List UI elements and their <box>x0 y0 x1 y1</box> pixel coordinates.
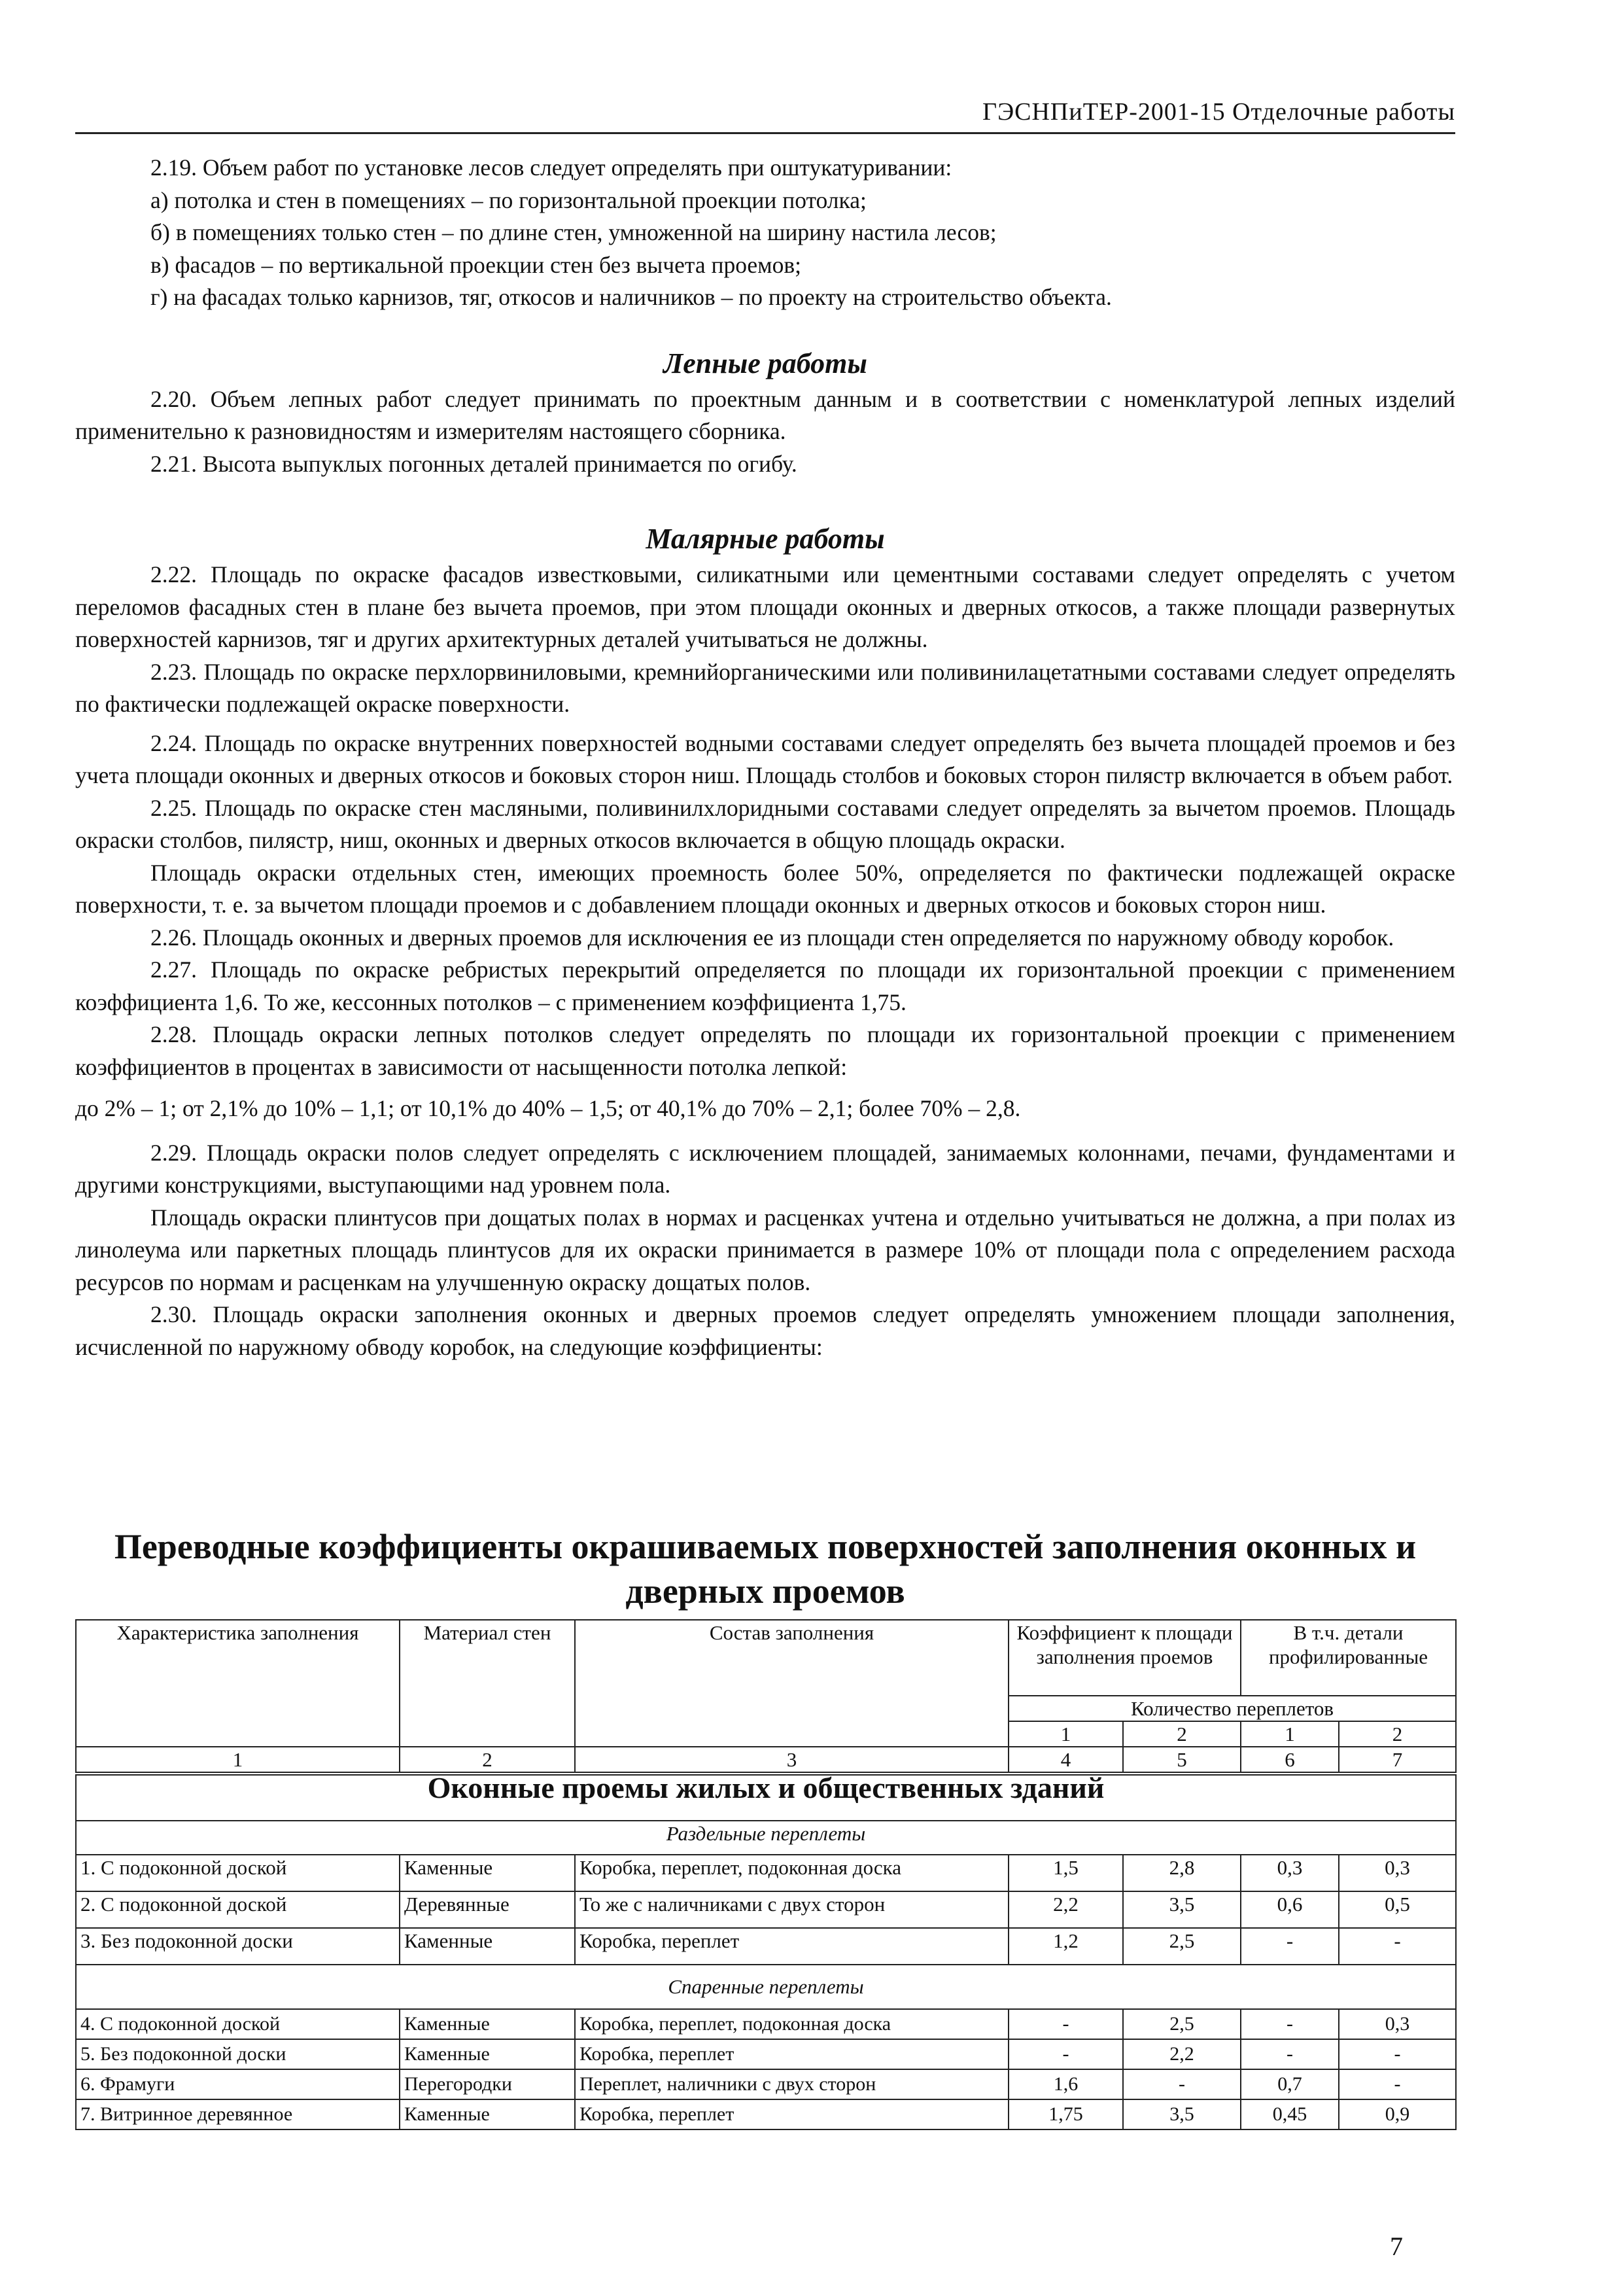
table-row <box>76 2039 1456 2069</box>
cell-material: Перегородки <box>400 2069 575 2099</box>
cell-value: - <box>1009 2039 1123 2069</box>
cell-material: Каменные <box>400 1928 575 1965</box>
cell-composition: Переплет, наличники с двух сторон <box>575 2069 1009 2099</box>
running-header: ГЭСНПиТЕР-2001-15 Отделочные работы <box>75 92 1455 134</box>
list-item-a: а) потолка и стен в помещениях – по горизонтальной проекции потолка; <box>150 186 867 213</box>
cell-value: - <box>1241 1928 1339 1965</box>
cell-composition: То же с наличниками с двух сторон <box>575 1891 1009 1928</box>
cell-characteristic: 4. С подоконной доской <box>76 2009 400 2039</box>
cell-value: 1,5 <box>1009 1855 1123 1891</box>
cell-value: 0,5 <box>1339 1891 1456 1928</box>
column-number: 4 <box>1009 1747 1123 1774</box>
header-profiled-details: В т.ч. детали профилированные <box>1241 1620 1456 1696</box>
cell-value: - <box>1339 2039 1456 2069</box>
cell-characteristic: 7. Витринное деревянное <box>76 2099 400 2129</box>
cell-composition: Коробка, переплет, подоконная доска <box>575 2009 1009 2039</box>
header-sash-1-details: 1 <box>1241 1721 1339 1747</box>
cell-composition: Коробка, переплет, подоконная доска <box>575 1855 1009 1891</box>
cell-value: 2,8 <box>1123 1855 1241 1891</box>
paragraph-2-20: 2.20. Объем лепных работ следует принимать по проектным данным и в соответствии с номенклатурой лепных изделий применительно к разновидностям и измерителям настоящего сборника. <box>75 385 1455 444</box>
cell-value: 2,5 <box>1123 1928 1241 1965</box>
cell-characteristic: 6. Фрамуги <box>76 2069 400 2099</box>
header-composition: Состав заполнения <box>575 1620 1009 1747</box>
cell-value: - <box>1009 2009 1123 2039</box>
table-row <box>76 1855 1456 1891</box>
table-title: Переводные коэффициенты окрашиваемых поверхностей заполнения оконных и дверных проемов <box>114 1527 1417 1611</box>
cell-value: 0,9 <box>1339 2099 1456 2129</box>
cell-value: 0,6 <box>1241 1891 1339 1928</box>
page-number: 7 <box>1390 2232 1403 2261</box>
column-number: 1 <box>76 1747 400 1774</box>
section-title-painting: Малярные работы <box>646 523 885 555</box>
cell-value: - <box>1241 2039 1339 2069</box>
column-number: 5 <box>1123 1747 1241 1774</box>
header-sash-1: 1 <box>1009 1721 1123 1747</box>
cell-material: Деревянные <box>400 1891 575 1928</box>
list-item-g: г) на фасадах только карнизов, тяг, откосов и наличников – по проекту на строительство объекта. <box>150 284 1112 310</box>
cell-characteristic: 5. Без подоконной доски <box>76 2039 400 2069</box>
group-heading: Раздельные переплеты <box>76 1821 1456 1855</box>
cell-material: Каменные <box>400 1855 575 1891</box>
column-numbers-row <box>76 1747 1456 1774</box>
cell-value: 3,5 <box>1123 1891 1241 1928</box>
paragraph-2-29: 2.29. Площадь окраски полов следует определять с исключением площадей, занимаемых колоннами, печами, фундаментами и другими конструкциями, выступающими над уровнем пола. <box>75 1139 1455 1198</box>
cell-value: 1,6 <box>1009 2069 1123 2099</box>
group-heading: Спаренные переплеты <box>76 1965 1456 2009</box>
table-row <box>76 1928 1456 1965</box>
cell-material: Каменные <box>400 2009 575 2039</box>
cell-characteristic: 2. С подоконной доской <box>76 1891 400 1928</box>
cell-value: - <box>1339 1928 1456 1965</box>
header-characteristic: Характеристика заполнения <box>76 1620 400 1747</box>
paragraph-2-23: 2.23. Площадь по окраске перхлорвиниловыми, кремнийорганическими или поливинилацетатными составами следует определять по фактически подлежащей окраске поверхности. <box>75 658 1455 717</box>
cell-value: 0,3 <box>1339 2009 1456 2039</box>
paragraph-2-27: 2.27. Площадь по окраске ребристых перекрытий определяется по площади их горизонтальной проекции с применением коэффициента 1,6. То же, кессонных потолков – с применением коэффициента 1,75. <box>75 956 1455 1015</box>
column-number: 3 <box>575 1747 1009 1774</box>
paragraph-2-25: 2.25. Площадь по окраске стен масляными, поливинилхлоридными составами следует определять за вычетом проемов. Площадь окраски столбов, пилястр, ниш, оконных и дверных откосов включается в общую площадь окраски. <box>75 794 1455 853</box>
paragraph-2-25-b: Площадь окраски отдельных стен, имеющих проемность более 50%, определяется по фактически подлежащей окраске поверхности, т. е. за вычетом площади проемов и с добавлением площади оконных и дверных откосов и боковых сторон ниш. <box>75 859 1455 918</box>
cell-value: - <box>1241 2009 1339 2039</box>
paragraph-2-19: 2.19. Объем работ по установке лесов следует определять при оштукатуривании: <box>150 154 952 181</box>
coefficient-formula: до 2% – 1; от 2,1% до 10% – 1,1; от 10,1% до 40% – 1,5; от 40,1% до 70% – 2,1; более 70% – 2,8. <box>75 1095 1021 1121</box>
paragraph-2-26: 2.26. Площадь оконных и дверных проемов для исключения ее из площади стен определяется по наружному обводу коробок. <box>150 924 1394 951</box>
section-title-molding: Лепные работы <box>663 347 867 379</box>
paragraph-2-21: 2.21. Высота выпуклых погонных деталей принимается по огибу. <box>150 450 797 477</box>
cell-value: 2,2 <box>1009 1891 1123 1928</box>
cell-value: 3,5 <box>1123 2099 1241 2129</box>
cell-value: 2,5 <box>1123 2009 1241 2039</box>
paragraph-2-29-b: Площадь окраски плинтусов при дощатых полах в нормах и расценках учтена и отдельно учитываться не должна, а при полах из линолеума или паркетных площадь плинтусов для их окраски принимается в размере 10% от площади пола с определением расхода ресурсов по нормам и расценкам на улучшенную окраску дощатых полов. <box>75 1204 1455 1295</box>
cell-value: 1,2 <box>1009 1928 1123 1965</box>
column-number: 7 <box>1339 1747 1456 1774</box>
table-row <box>76 2099 1456 2129</box>
cell-value: 0,7 <box>1241 2069 1339 2099</box>
section-heading: Оконные проемы жилых и общественных зданий <box>76 1774 1456 1821</box>
paragraph-2-28: 2.28. Площадь окраски лепных потолков следует определять по площади их горизонтальной проекции с применением коэффициентов в процентах в зависимости от насыщенности потолка лепкой: <box>75 1021 1455 1080</box>
body-text <box>75 152 1455 1363</box>
coefficients-table <box>75 1619 1457 2130</box>
header-sash-count: Количество переплетов <box>1009 1696 1456 1721</box>
header-sash-2-details: 2 <box>1339 1721 1456 1747</box>
cell-material: Каменные <box>400 2099 575 2129</box>
cell-value: 0,3 <box>1241 1855 1339 1891</box>
cell-characteristic: 3. Без подоконной доски <box>76 1928 400 1965</box>
cell-value: 1,75 <box>1009 2099 1123 2129</box>
header-sash-2: 2 <box>1123 1721 1241 1747</box>
cell-composition: Коробка, переплет <box>575 2039 1009 2069</box>
cell-composition: Коробка, переплет <box>575 1928 1009 1965</box>
list-item-b: б) в помещениях только стен – по длине стен, умноженной на ширину настила лесов; <box>150 219 997 245</box>
table-row <box>76 1891 1456 1928</box>
list-item-v: в) фасадов – по вертикальной проекции стен без вычета проемов; <box>150 251 801 278</box>
cell-value: - <box>1339 2069 1456 2099</box>
cell-value: 0,3 <box>1339 1855 1456 1891</box>
table-row <box>76 2069 1456 2099</box>
cell-composition: Коробка, переплет <box>575 2099 1009 2129</box>
cell-value: 2,2 <box>1123 2039 1241 2069</box>
header-wall-material: Материал стен <box>400 1620 575 1747</box>
paragraph-2-24: 2.24. Площадь по окраске внутренних поверхностей водными составами следует определять без вычета площадей проемов и без учета площади оконных и дверных откосов и боковых сторон ниш. Площадь столбов и боковых сторон пилястр включается в объем работ. <box>75 729 1455 788</box>
cell-value: - <box>1123 2069 1241 2099</box>
header-coefficient: Коэффициент к площади заполнения проемов <box>1009 1620 1241 1696</box>
cell-characteristic: 1. С подоконной доской <box>76 1855 400 1891</box>
cell-value: 0,45 <box>1241 2099 1339 2129</box>
paragraph-2-30: 2.30. Площадь окраски заполнения оконных и дверных проемов следует определять умножением площади заполнения, исчисленной по наружному обводу коробок, на следующие коэффициенты: <box>75 1301 1455 1360</box>
column-number: 2 <box>400 1747 575 1774</box>
cell-material: Каменные <box>400 2039 575 2069</box>
paragraph-2-22: 2.22. Площадь по окраске фасадов известковыми, силикатными или цементными составами следует определять с учетом переломов фасадных стен в плане без вычета проемов, при этом площади оконных и дверных откосов, а также площади развернутых поверхностей карнизов, тяг и других архитектурных деталей учитываться не должны. <box>75 561 1455 652</box>
table-row <box>76 2009 1456 2039</box>
column-number: 6 <box>1241 1747 1339 1774</box>
